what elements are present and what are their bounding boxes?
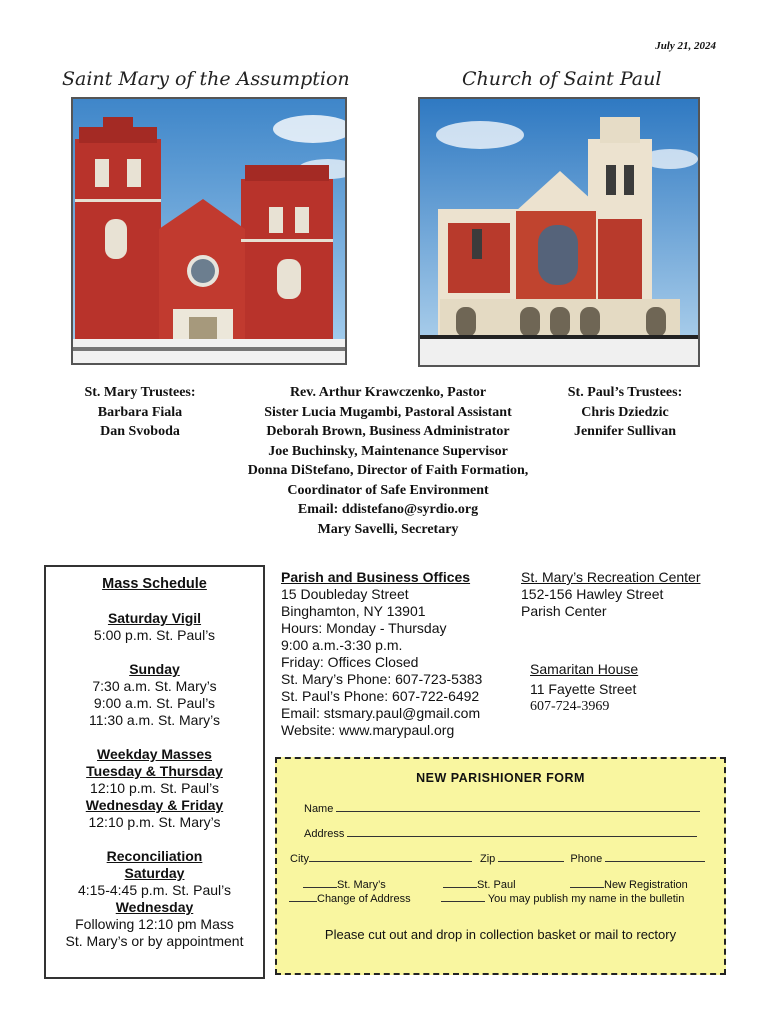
sunday-heading: Sunday <box>129 661 180 677</box>
new-parishioner-form <box>275 757 726 975</box>
office-line: 15 Doubleday Street <box>281 586 409 602</box>
form-title: NEW PARISHIONER FORM <box>416 771 585 785</box>
reconciliation-time: Following 12:10 pm Mass <box>75 916 234 932</box>
saturday-vigil-heading: Saturday Vigil <box>107 610 202 626</box>
recreation-center <box>521 569 731 620</box>
website-link[interactable]: Website: www.marypaul.org <box>281 722 455 738</box>
city-row <box>290 851 705 865</box>
mass-schedule-box <box>44 565 265 979</box>
option-publish-name[interactable] <box>441 891 684 905</box>
staff-line: Mary Savelli, Secretary <box>317 521 459 537</box>
mass-time: 9:00 a.m. St. Paul’s <box>93 695 216 711</box>
option-change-address[interactable] <box>289 891 411 905</box>
st-paul-trustees-title: St. Paul’s Trustees: <box>567 385 683 400</box>
name-label: Name <box>304 803 334 815</box>
staff-line: Coordinator of Safe Environment <box>287 482 489 498</box>
st-marys-checkbox[interactable] <box>303 877 337 888</box>
form-footer-instructions: Please cut out and drop in collection basket or mail to rectory <box>324 927 677 942</box>
st-mary-trustees-title: St. Mary Trustees: <box>84 385 196 400</box>
mass-time: 7:30 a.m. St. Mary’s <box>92 678 217 694</box>
recreation-center-line: Parish Center <box>521 603 607 619</box>
staff-line: Sister Lucia Mugambi, Pastoral Assistant <box>264 404 512 420</box>
address-label: Address <box>304 828 345 840</box>
staff-line: Deborah Brown, Business Administrator <box>266 424 510 439</box>
office-line: Hours: Monday - Thursday <box>281 620 447 636</box>
mass-time: 5:00 p.m. St. Paul’s <box>93 627 216 643</box>
st-paul-trustees <box>550 383 700 442</box>
st-paul-church-title: Church of Saint Paul <box>462 68 662 90</box>
new-registration-label: New Registration <box>604 879 688 891</box>
staff-line: Donna DiStefano, Director of Faith Formation, <box>247 463 529 478</box>
st-mary-church-photo <box>71 97 347 365</box>
change-address-label: Change of Address <box>317 893 411 905</box>
phone-field[interactable] <box>605 851 705 862</box>
office-email-link[interactable]: Email: stsmary.paul@gmail.com <box>281 705 481 721</box>
weekday-masses-heading: Weekday Masses <box>97 746 212 762</box>
recreation-center-line: 152-156 Hawley Street <box>521 586 664 602</box>
st-mary-phone: St. Mary’s Phone: 607-723-5383 <box>281 671 483 687</box>
mass-time: 12:10 p.m. St. Paul’s <box>90 780 219 796</box>
st-paul-label: St. Paul <box>477 879 516 891</box>
option-new-registration[interactable] <box>570 877 688 891</box>
option-st-marys[interactable] <box>303 877 386 891</box>
city-field[interactable] <box>309 851 472 862</box>
reconciliation-wednesday: Wednesday <box>115 899 194 915</box>
st-mary-church-title: Saint Mary of the Assumption <box>62 68 350 90</box>
reconciliation-saturday: Saturday <box>124 865 185 881</box>
change-address-checkbox[interactable] <box>289 891 317 902</box>
reconciliation-heading: Reconciliation <box>106 848 203 864</box>
city-label: City <box>290 853 309 865</box>
bulletin-date: July 21, 2024 <box>655 40 716 52</box>
office-line: Binghamton, NY 13901 <box>281 603 426 619</box>
samaritan-house-phone: 607-724-3969 <box>530 699 610 714</box>
publish-name-label: You may publish my name in the bulletin <box>487 893 685 905</box>
new-registration-checkbox[interactable] <box>570 877 604 888</box>
tue-thu-heading: Tuesday & Thursday <box>86 763 223 779</box>
st-paul-checkbox[interactable] <box>443 877 477 888</box>
samaritan-house-street: 11 Fayette Street <box>530 681 637 697</box>
address-field[interactable] <box>347 826 697 837</box>
address-row <box>304 826 697 840</box>
st-paul-phone: St. Paul’s Phone: 607-722-6492 <box>281 688 480 704</box>
name-row <box>304 801 700 815</box>
parish-offices <box>281 569 513 739</box>
samaritan-house-title: Samaritan House <box>530 661 639 677</box>
reconciliation-time: St. Mary’s or by appointment <box>65 933 244 949</box>
name-field[interactable] <box>336 801 700 812</box>
reconciliation-time: 4:15-4:45 p.m. St. Paul’s <box>77 882 232 898</box>
parish-staff-list <box>236 383 540 539</box>
wed-fri-heading: Wednesday & Friday <box>85 797 224 813</box>
publish-name-checkbox[interactable] <box>441 891 485 902</box>
zip-label: Zip <box>480 853 496 865</box>
st-mary-trustees <box>64 383 216 442</box>
st-paul-trustee: Chris Dziedzic <box>581 404 669 420</box>
staff-email-link[interactable]: Email: ddistefano@syrdio.org <box>297 502 479 517</box>
mass-schedule-title: Mass Schedule <box>102 576 207 592</box>
st-mary-trustee: Barbara Fiala <box>97 404 183 420</box>
office-line: 9:00 a.m.-3:30 p.m. <box>281 637 403 653</box>
st-paul-church-photo <box>418 97 700 367</box>
recreation-center-title: St. Mary’s Recreation Center <box>521 569 701 585</box>
st-mary-trustee: Dan Svoboda <box>100 424 180 439</box>
mass-time: 11:30 a.m. St. Mary’s <box>89 712 220 728</box>
mass-time: 12:10 p.m. St. Mary’s <box>88 814 221 830</box>
option-st-paul[interactable] <box>443 877 516 891</box>
st-paul-trustee: Jennifer Sullivan <box>573 424 677 439</box>
phone-label: Phone <box>570 853 603 865</box>
samaritan-house <box>530 661 720 715</box>
st-marys-label: St. Mary’s <box>337 879 386 891</box>
office-line: Friday: Offices Closed <box>281 654 419 670</box>
staff-line: Joe Buchinsky, Maintenance Supervisor <box>268 443 508 459</box>
parish-offices-title: Parish and Business Offices <box>281 569 471 585</box>
zip-field[interactable] <box>498 851 564 862</box>
staff-line: Rev. Arthur Krawczenko, Pastor <box>289 385 487 400</box>
